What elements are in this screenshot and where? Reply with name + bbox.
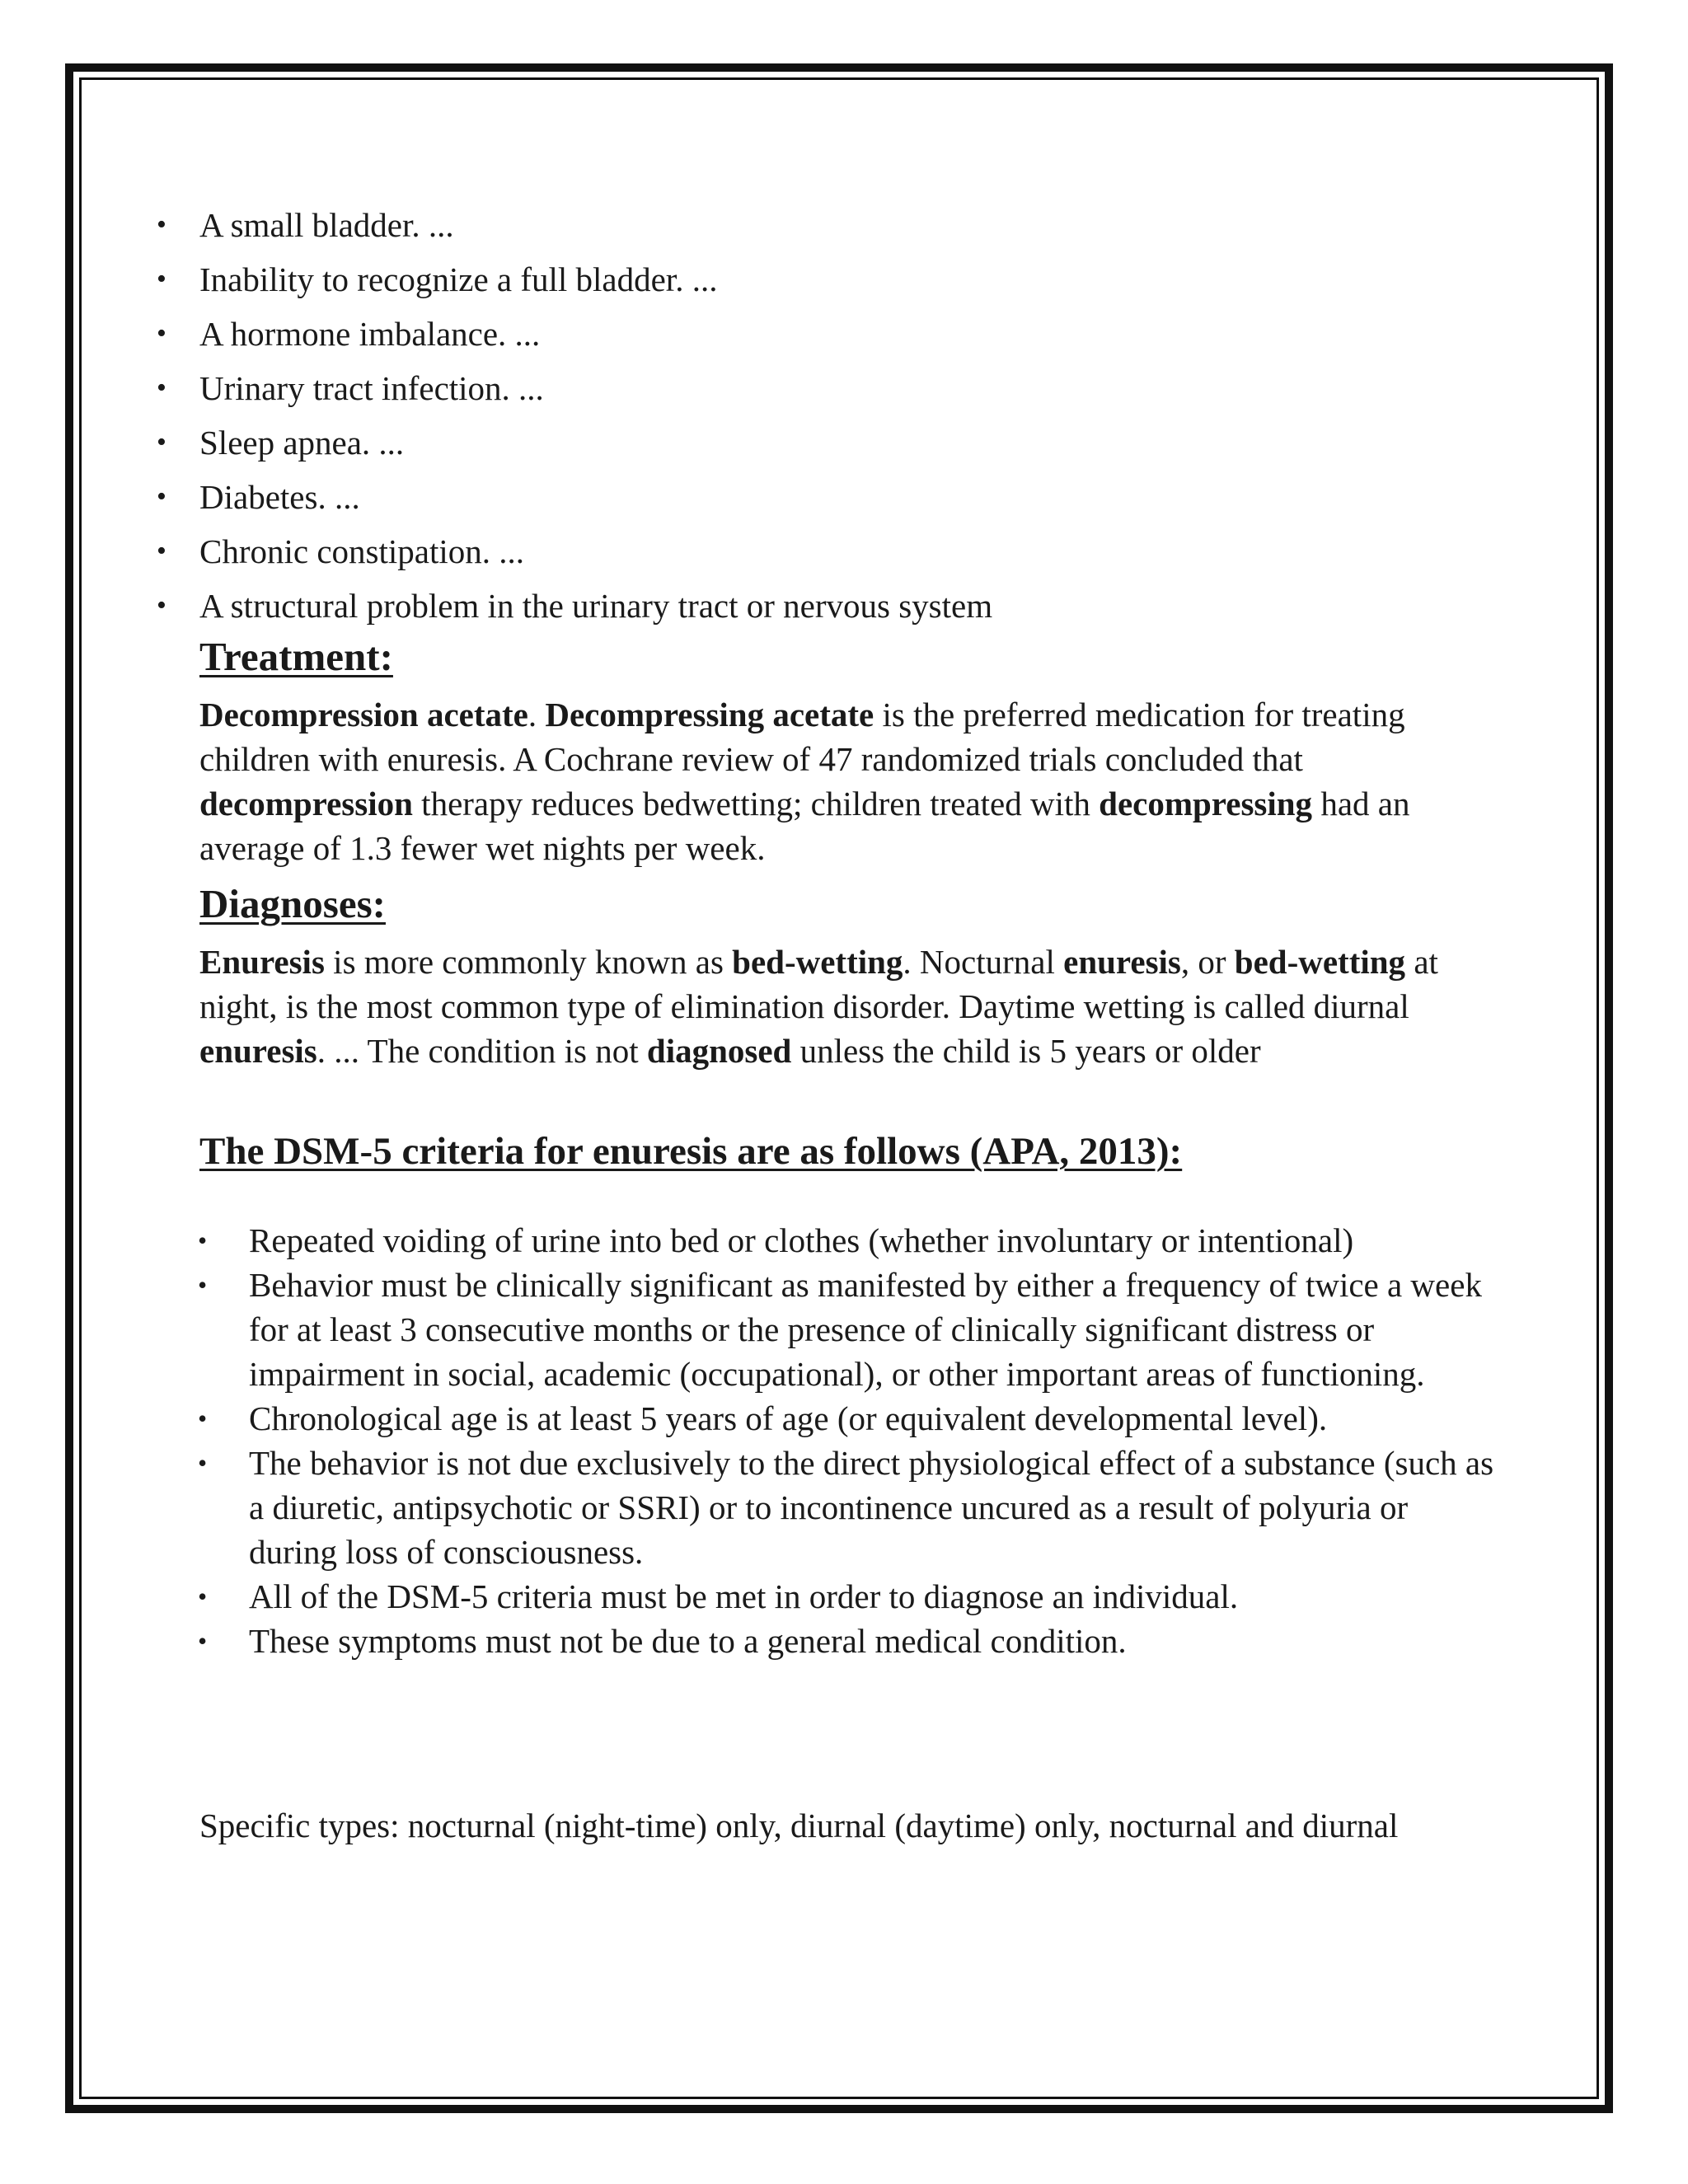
list-item: • Behavior must be clinically significant as manifested by either a frequency of twice a week for at least 3 consecutive months or the presence of clinically significant distress or impairment in social, academic (occupational), or other important areas of functioning.	[198, 1263, 1500, 1396]
list-item: • Chronological age is at least 5 years of age (or equivalent developmental level).	[198, 1396, 1500, 1441]
list-item: • Sleep apnea. ...	[157, 415, 992, 470]
paragraph-text: unless the child is 5 years or older	[791, 1032, 1261, 1070]
diagnoses-heading: Diagnoses:	[199, 881, 386, 926]
list-item: • Inability to recognize a full bladder. ...	[157, 252, 992, 307]
paragraph-text: is more commonly known as	[324, 943, 733, 981]
bold-term: decompressing	[1099, 785, 1313, 823]
bold-term: Decompressing acetate	[545, 696, 874, 733]
bold-term: bed-wetting	[732, 943, 903, 981]
bold-term: enuresis	[199, 1032, 317, 1070]
list-item: • Repeated voiding of urine into bed or clothes (whether involuntary or intentional)	[198, 1218, 1500, 1263]
paragraph-text: .	[528, 696, 546, 733]
paragraph-text: is the preferred medication for treating children with enuresis. A Cochrane review of 47 randomized trials concluded that	[199, 696, 1405, 778]
bold-term: enuresis	[1063, 943, 1181, 981]
list-item: • All of the DSM-5 criteria must be met in order to diagnose an individual.	[198, 1574, 1500, 1619]
paragraph-text: , or	[1180, 943, 1235, 981]
list-item: • These symptoms must not be due to a general medical condition.	[198, 1619, 1500, 1663]
paragraph-text: therapy reduces bedwetting; children treated with	[412, 785, 1100, 823]
causes-list	[157, 198, 992, 633]
dsm-criteria-heading: The DSM-5 criteria for enuresis are as follows (APA, 2013):	[199, 1130, 1183, 1173]
list-item: • A small bladder. ...	[157, 198, 992, 252]
bold-term: diagnosed	[646, 1032, 792, 1070]
list-item: • Diabetes. ...	[157, 470, 992, 524]
treatment-heading: Treatment:	[199, 634, 393, 679]
list-item: • Chronic constipation. ...	[157, 524, 992, 579]
list-item: • The behavior is not due exclusively to the direct physiological effect of a substance (such as a diuretic, antipsychotic or SSRI) or to incontinence uncured as a result of polyuria or during loss of consciousness.	[198, 1441, 1500, 1574]
list-item: • A hormone imbalance. ...	[157, 307, 992, 361]
bold-term: bed-wetting	[1234, 943, 1406, 981]
dsm-criteria-list	[198, 1218, 1500, 1663]
bold-term: Enuresis	[199, 943, 325, 981]
list-item: • A structural problem in the urinary tract or nervous system	[157, 579, 992, 633]
paragraph-text: . ... The condition is not	[316, 1032, 647, 1070]
list-item: • Urinary tract infection. ...	[157, 361, 992, 415]
bold-term: decompression	[199, 785, 413, 823]
paragraph-text: had an average of 1.3 fewer wet nights per week.	[199, 785, 1410, 867]
specific-types-paragraph: Specific types: nocturnal (night-time) only, diurnal (daytime) only, nocturnal and diurnal	[199, 1807, 1399, 1844]
bold-term: Decompression acetate	[199, 696, 528, 733]
paragraph-text: . Nocturnal	[903, 943, 1064, 981]
paragraph-text: at night, is the most common type of elimination disorder. Daytime wetting is called diurnal	[199, 943, 1438, 1025]
diagnoses-paragraph	[199, 940, 1485, 1073]
treatment-paragraph	[199, 692, 1485, 870]
